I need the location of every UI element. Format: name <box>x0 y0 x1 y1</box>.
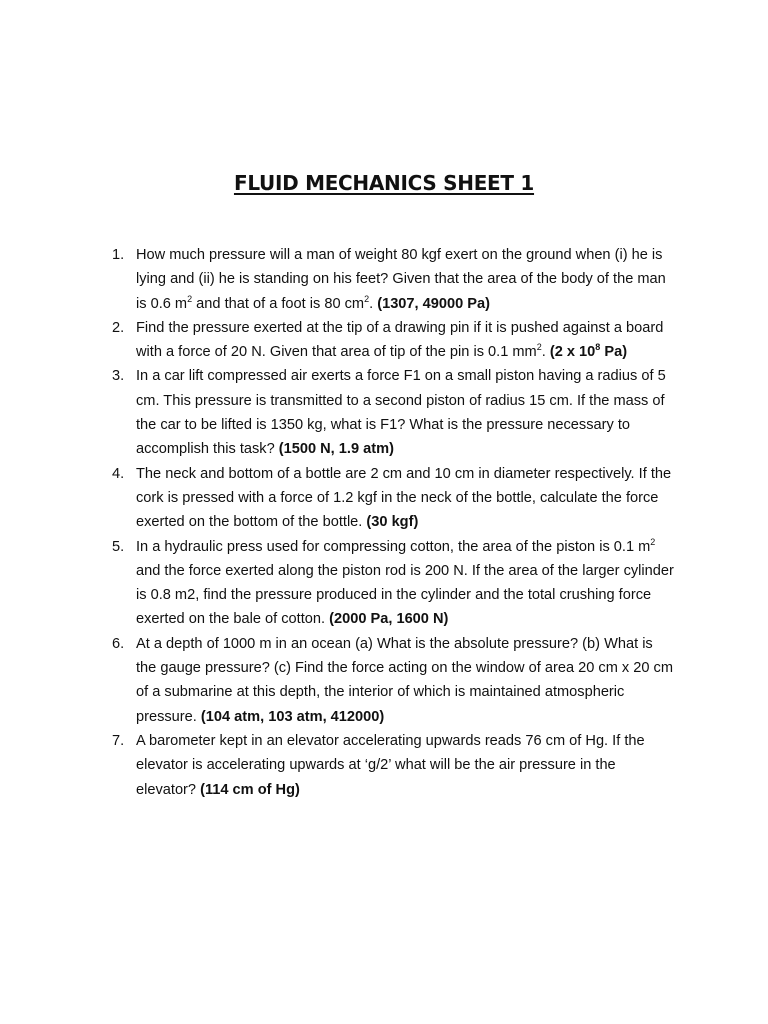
question-text: Find the pressure exerted at the tip of a drawing pin if it is pushed against a board with a force of 20 N. Given that area of tip of the pin is 0.1 mm <box>136 319 664 361</box>
question-answer: (30 kgf) <box>366 514 419 531</box>
question-text: and that of a foot is 80 cm <box>192 295 365 312</box>
superscript: 2 <box>650 536 656 547</box>
question-number: 7. <box>112 732 125 749</box>
question-item-6 <box>112 632 674 729</box>
question-item-5 <box>112 535 674 632</box>
question-text: How much pressure will a man of weight 80 kgf exert on the ground when (i) he is lying and (ii) he is standing on his feet? Given that the area of the body of the man is 0.6 m <box>136 247 666 312</box>
question-item-1 <box>112 243 674 316</box>
question-answer: (114 cm of Hg) <box>200 781 300 798</box>
question-answer: (2000 Pa, 1600 N) <box>329 611 449 628</box>
question-number: 6. <box>112 635 125 652</box>
question-answer: (1500 N, 1.9 atm) <box>278 441 394 458</box>
question-text: In a car lift compressed air exerts a force F1 on a small piston having a radius of 5 cm. This pressure is transmitted to a second piston of radius 15 cm. If the mass of the car to be lifted is 1350 kg, what is F1? What is the pressure necessary to accomplish this task? <box>136 368 666 458</box>
superscript: 2 <box>536 342 542 353</box>
superscript: 8 <box>595 342 601 353</box>
question-item-4 <box>112 462 674 535</box>
question-number: 2. <box>112 319 125 336</box>
answer-text: Pa) <box>600 344 628 361</box>
question-text: and the force exerted along the piston rod is 200 N. If the area of the larger cylinder is 0.8 m2, find the pressure produced in the cylinder and the total crushing force exerted on the bale of cotton. <box>136 562 674 628</box>
question-number: 5. <box>112 538 125 555</box>
question-number: 1. <box>112 247 125 263</box>
superscript: 2 <box>187 293 193 304</box>
question-number: 4. <box>112 465 125 482</box>
question-item-7 <box>112 729 674 802</box>
question-number: 3. <box>112 368 125 385</box>
question-text: The neck and bottom of a bottle are 2 cm and 10 cm in diameter respectively. If the cork is pressed with a force of 1.2 kgf in the neck of the bottle, calculate the force exerted on the bottom of the bottle. <box>136 465 672 531</box>
question-answer <box>550 344 627 360</box>
question-list <box>112 243 674 802</box>
question-text: In a hydraulic press used for compressing cotton, the area of the piston is 0.1 m <box>136 538 651 555</box>
page-title <box>0 171 768 195</box>
superscript: 2 <box>364 293 370 304</box>
question-text: A barometer kept in an elevator accelerating upwards reads 76 cm of Hg. If the elevator is accelerating upwards at ‘g/2’ what will be the air pressure in the elevator? <box>136 732 645 798</box>
question-text: . <box>541 344 550 361</box>
answer-text: (2 x 10 <box>549 344 596 361</box>
question-text: . <box>369 295 378 312</box>
question-item-3 <box>112 364 674 461</box>
question-answer: (104 atm, 103 atm, 412000) <box>200 708 385 725</box>
question-text: At a depth of 1000 m in an ocean (a) What is the absolute pressure? (b) What is the gauge pressure? (c) Find the force acting on the window of area 20 cm x 20 cm of a submarine at this depth, the interior of which is maintained atmospheric pressure. <box>136 635 674 725</box>
question-answer: (1307, 49000 Pa) <box>377 295 490 312</box>
page-title-text: FLUID MECHANICS SHEET 1 <box>233 171 535 195</box>
question-item-2 <box>112 316 674 365</box>
